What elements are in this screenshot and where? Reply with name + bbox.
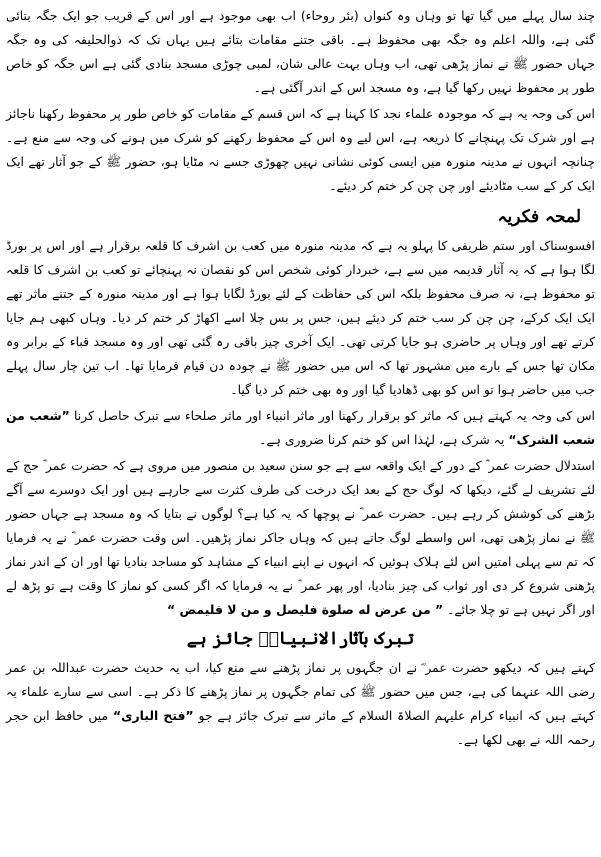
paragraph-text: یہ شرک ہے، لہٰذا اس کو ختم کرنا ضروری ہے۔ <box>259 432 505 447</box>
arabic-quote: ” من عرض له صلوة فليصل و من لا فليمض “ <box>167 602 444 617</box>
paragraph <box>6 102 595 198</box>
paragraph-text: چند سال پہلے میں گیا تھا تو وہاں وہ کنواں (بئر روحاء) اب بھی موجود ہے اور اس کے قریب جو ایک جگہ بتائی گئی ہے، واللہ اعلم وہ جگہ بھی محفوظ ہے۔ باقی جتنے مقامات بتائے ہیں یہاں تک کہ ذوالحلیفہ کی وہ جگہ جہاں حضور ﷺ نے نماز پڑھی تھی، اب وہاں بہت عالی شان، لمبی چوڑی مسجد بنادی گئی ہے اس جگہ کو خاص طور پر محفوظ نہیں رکھا گیا ہے، وہ مسجد اس کے اندر آگئی ہے۔ <box>6 8 595 95</box>
paragraph <box>6 454 595 622</box>
book-title: ”فتح الباری“ <box>112 708 194 723</box>
paragraph <box>6 404 595 452</box>
paragraph-text: اس کی وجہ یہ کہتے ہیں کہ ماثر کو برقرار رکھنا اور ماثر انبیاء اور ماثر صلحاء سے تبرک حاصل کرنا <box>74 408 595 423</box>
paragraph-text: اس کی وجہ یہ ہے کہ موجودہ علماء نجد کا کہنا ہے کہ اس قسم کے مقامات کو خاص طور پر محفوظ رکھنا ناجائز ہے اور شرک تک پہنچانے کا ذریعہ ہے، اس لیے وہ اس کے محفوظ رکھنے کو شرک میں ہونے کی وجہ سے منع ہے۔ چنانچہ انہوں نے مدینہ منورہ میں ایسی کوئی نشانی نہیں چھوڑی جسے نہ مٹایا ہو، حضور ﷺ کے جو آثار تھے ایک ایک کر کے سب مٹادیئے اور چن چن کر ختم کر دیئے۔ <box>6 106 595 193</box>
paragraph-text: استدلال حضرت عمر ؓ کے دور کے ایک واقعہ سے ہے جو سنن سعید بن منصور میں مروی ہے کہ حضرت عمر ؓ حج کے لئے تشریف لے گئے، دیکھا کہ لوگ حج کے بعد ایک درخت کی طرف کثرت سے جارہے ہیں اور ایک دوسرے سے آگے بڑھنے کی کوشش کر رہے ہیں۔ حضرت عمر ؓ نے پوچھا کہ یہ کیا ہے؟ لوگوں نے بتایا کہ وہ مسجد ہے جہاں حضور ﷺ نے نماز پڑھی تھی، اس واسطے لوگ جاتے ہیں کہ وہاں جاکر نماز پڑھیں۔ اس وقت حضرت عمر ؓ نے یہ فرمایا کہ تم سے پہلی امتیں اس لئے ہلاک ہوئیں کہ انہوں نے اپنے انبیاء کے مشاہد کو مساجد بنادیا تھا اور ان کے اندر نماز پڑھنی شروع کر دی اور ثواب کی چیز بنادیا، اور پھر عمر ؓ نے یہ فرمایا کہ اگر کسی کو نماز کا وقت ہے تو پڑھ لے اور اگر نہیں ہے تو چلا جائے۔ <box>6 458 595 617</box>
paragraph <box>6 656 595 752</box>
paragraph <box>6 4 595 100</box>
paragraph-text: میں حافظ ابن حجر رحمہ اللہ نے بھی لکھا ہے۔ <box>6 708 595 747</box>
section-heading: لمحہ فکریہ <box>497 207 581 227</box>
paragraph <box>6 234 595 402</box>
arabic-quote: ”شعب من شعب الشرک“ <box>6 408 595 447</box>
paragraph-text: کہتے ہیں کہ دیکھو حضرت عمر ؓ نے ان جگہوں پر نماز پڑھنے سے منع کیا، اب یہ حدیث حضرت عبداللہ بن عمر رضی اللہ عنہما کی ہے، جس میں حضور ﷺ کی تمام جگہوں پر نماز پڑھنے کا ذکر ہے۔ اسی سے سارے علماء یہ کہتے ہیں کہ انبیاء کرام علیہم الصلاۃ السلام کے ماثر سے تبرک جائز ہے جو <box>6 660 595 723</box>
section-heading: تبرک بآثارالانبیاءؑ جائز ہے <box>186 629 415 649</box>
paragraph-text: افسوسناک اور ستم ظریفی کا پہلو یہ ہے کہ مدینہ منورہ میں کعب بن اشرف کا قلعہ برقرار ہے اور اس پر بورڈ لگا ہوا ہے کہ یہ آثار قدیمہ میں سے ہے، خبردار کوئی شخص اس کو نقصان نہ پہنچائے تو کعب بن اشرف کا قلعہ تو محفوظ ہے، نہ صرف محفوظ بلکہ اس کی حفاظت کے لئے بورڈ لگایا ہوا ہے اور مدینہ منورہ کے جتنے ماثر تھے ایک ایک کرکے، چن چن کر سب ختم کر دیئے ہیں، جس پر بس چلا اسے اکھاڑ کر ختم کر دیا۔ وہاں کبھی ہم جایا کرتے تھے اور وہاں پر حاضری ہو جایا کرتی تھی۔ ایک آخری چیز باقی رہ گئی تھی اور وہ مسجد قباء کے برابر وہ مکان تھا جس کے بارے میں مشہور تھا کہ اس میں حضور ﷺ نے چودہ دن قیام فرمایا تھا۔ اب تین چار سال پہلے جب میں حاضر ہوا تو اس کو بھی ڈھادیا گیا اور وہ بھی ختم کر دیا گیا۔ <box>6 238 595 397</box>
